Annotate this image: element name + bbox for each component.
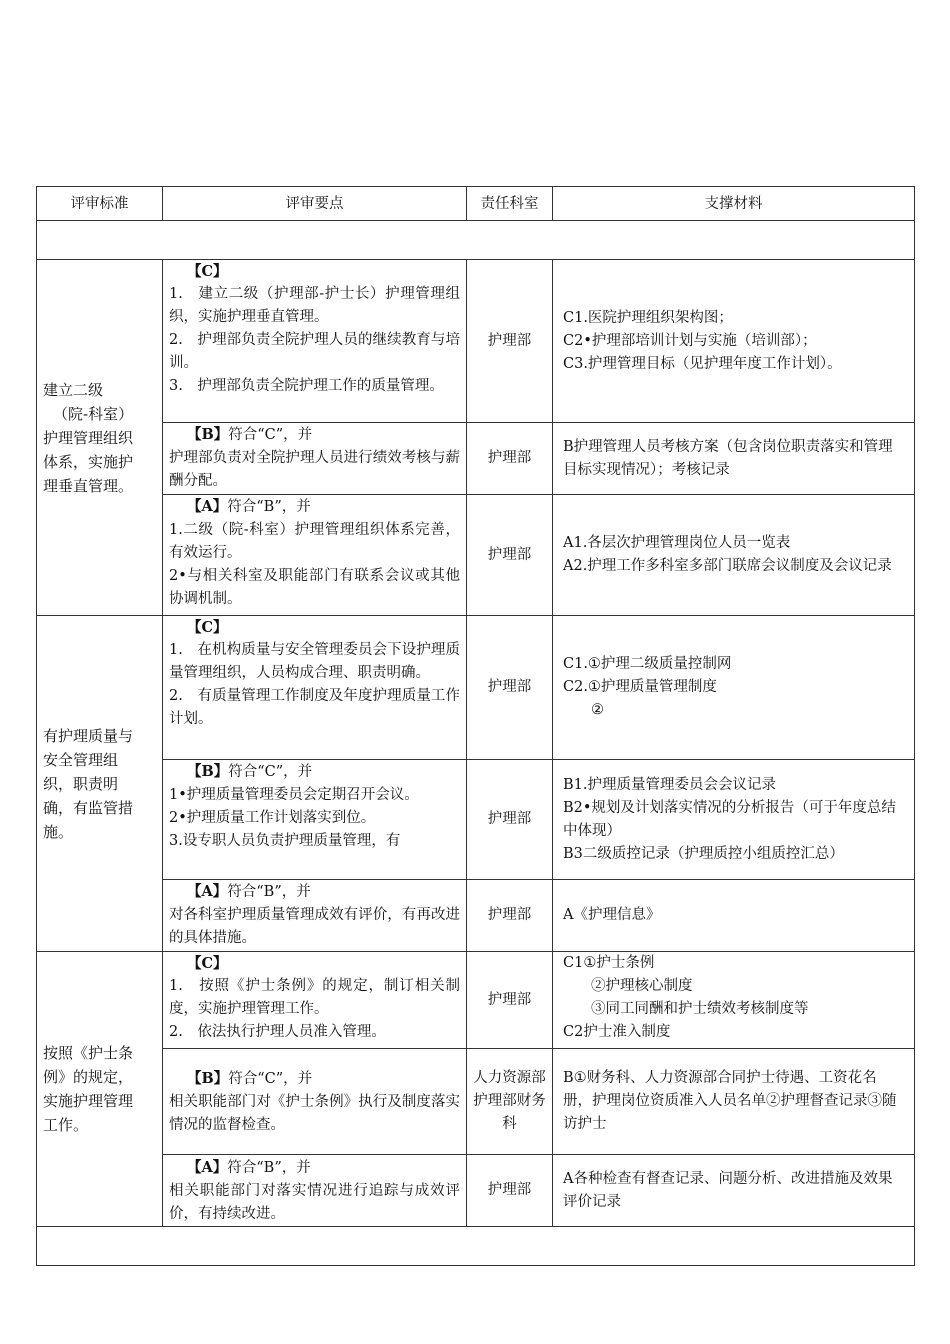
materials-cell: B①财务科、人力资源部合同护士待遇、工资花名册，护理岗位资质准入人员名单②护理督查记录③随访护士 [553, 1049, 915, 1155]
materials-cell: C1.医院护理组织架构图； C2•护理部培训计划与实施（培训部）； C3.护理管理目标（见护理年度工作计划）。 [553, 260, 915, 423]
materials-cell: B1.护理质量管理委员会会议记录 B2•规划及计划落实情况的分析报告（可于年度总结中体现） B3二级质控记录（护理质控小组质控汇总） [553, 760, 915, 880]
blank-row [37, 1227, 915, 1266]
table-row [37, 423, 915, 495]
materials-cell: C1.①护理二级质量控制网 C2.①护理质量管理制度 ② [553, 616, 915, 760]
table-row [37, 495, 915, 616]
department-cell: 护理部 [467, 1155, 553, 1227]
materials-cell: A各种检查有督查记录、问题分析、改进措施及效果评价记录 [553, 1155, 915, 1227]
key-points-cell: 【B】符合“C”，并 1•护理质量管理委员会定期召开会议。 2•护理质量工作计划落实到位。 3.设专职人员负责护理质量管理，有 [163, 760, 467, 880]
review-standards-table [36, 186, 915, 1266]
department-cell: 护理部 [467, 423, 553, 495]
materials-cell: C1①护士条例 ②护理核心制度 ③同工同酬和护士绩效考核制度等 C2护士准入制度 [553, 952, 915, 1049]
department-cell: 人力资源部护理部财务科 [467, 1049, 553, 1155]
key-points-cell: 【C】 1. 建立二级（护理部-护士长）护理管理组织，实施护理垂直管理。 2. 护理部负责全院护理人员的继续教育与培训。 3. 护理部负责全院护理工作的质量管理。 [163, 260, 467, 423]
key-points-cell: 【A】符合“B”，并 对各科室护理质量管理成效有评价，有再改进的具体措施。 [163, 880, 467, 952]
header-department: 责任科室 [467, 187, 553, 221]
key-points-cell: 【B】符合“C”，并 相关职能部门对《护士条例》执行及制度落实情况的监督检查。 [163, 1049, 467, 1155]
department-cell: 护理部 [467, 952, 553, 1049]
materials-cell: B护理管理人员考核方案（包含岗位职责落实和管理目标实现情况）；考核记录 [553, 423, 915, 495]
key-points-cell: 【C】 1. 在机构质量与安全管理委员会下设护理质量管理组织，人员构成合理、职责明确。 2. 有质量管理工作制度及年度护理质量工作计划。 [163, 616, 467, 760]
header-key-points: 评审要点 [163, 187, 467, 221]
department-cell: 护理部 [467, 495, 553, 616]
standard-cell: 按照《护士条 例》的规定， 实施护理管理 工作。 [37, 952, 163, 1227]
header-materials: 支撑材料 [553, 187, 915, 221]
table-row [37, 952, 915, 1049]
header-standard: 评审标准 [37, 187, 163, 221]
department-cell: 护理部 [467, 880, 553, 952]
key-points-cell: 【B】符合“C”，并 护理部负责对全院护理人员进行绩效考核与薪酬分配。 [163, 423, 467, 495]
department-cell: 护理部 [467, 760, 553, 880]
table-row [37, 1155, 915, 1227]
materials-cell: A1.各层次护理管理岗位人员一览表 A2.护理工作多科室多部门联席会议制度及会议记录 [553, 495, 915, 616]
table-row [37, 260, 915, 423]
standard-cell: 有护理质量与 安全管理组 织，职责明 确，有监管措 施。 [37, 616, 163, 952]
blank-row [37, 221, 915, 260]
table-row [37, 1049, 915, 1155]
department-cell: 护理部 [467, 616, 553, 760]
table-row [37, 880, 915, 952]
materials-cell: A《护理信息》 [553, 880, 915, 952]
key-points-cell: 【C】 1. 按照《护士条例》的规定，制订相关制度，实施护理管理工作。 2. 依法执行护理人员准入管理。 [163, 952, 467, 1049]
key-points-cell: 【A】符合“B”，并 1.二级（院-科室）护理管理组织体系完善，有效运行。 2•与相关科室及职能部门有联系会议或其他协调机制。 [163, 495, 467, 616]
table-row [37, 760, 915, 880]
table-header-row [37, 187, 915, 221]
standard-cell: 建立二级 （院-科室） 护理管理组织 体系，实施护 理垂直管理。 [37, 260, 163, 616]
key-points-cell: 【A】符合“B”，并 相关职能部门对落实情况进行追踪与成效评价，有持续改进。 [163, 1155, 467, 1227]
table-row [37, 616, 915, 760]
department-cell: 护理部 [467, 260, 553, 423]
